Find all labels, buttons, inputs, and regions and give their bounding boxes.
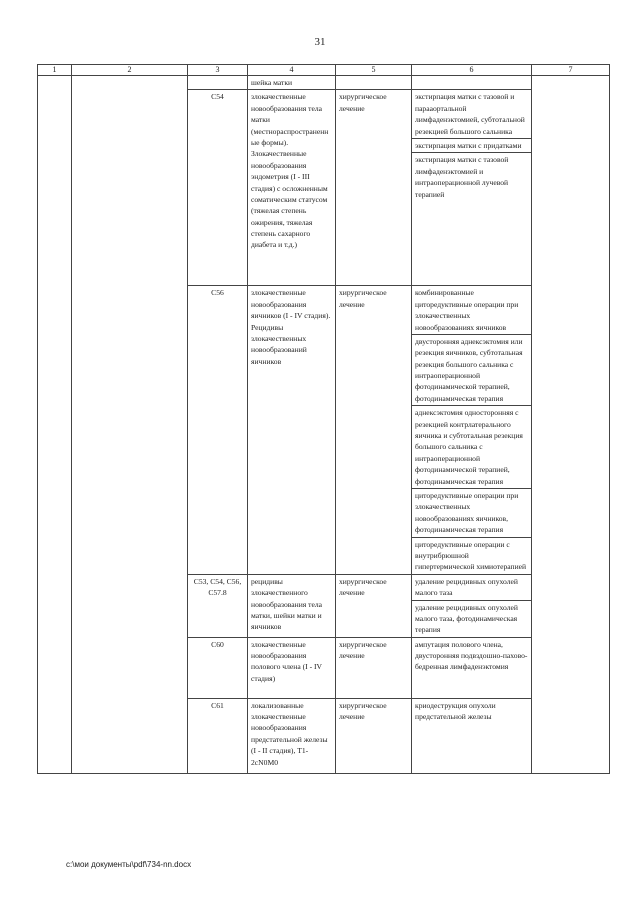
col2-cell bbox=[72, 76, 188, 774]
code-cell bbox=[188, 76, 248, 90]
treatment-cell: хирургическое лечение bbox=[336, 637, 412, 698]
col7-cell bbox=[532, 76, 610, 774]
code-cell: C54 bbox=[188, 90, 248, 286]
column-number-row bbox=[38, 65, 610, 76]
table-row bbox=[38, 76, 610, 90]
diagnosis-cell: локализованные злокачественные новообразования предстательной железы (I - II стадия), T1-2cN0M0 bbox=[248, 698, 336, 773]
diagnosis-cell: злокачественные новообразования тела матки (местнораспространенные формы). Злокачественные новообразования эндометрия (I - III стадия) с осложненным соматическим статусом (тяжелая степень ожирения, тяжелая степень сахарного диабета и т.д.) bbox=[248, 90, 336, 286]
method-cell bbox=[412, 76, 532, 90]
method-cell: циторедуктивные операции с внутрибрюшной гипертермической химиотерапией bbox=[412, 537, 532, 574]
treatment-cell: хирургическое лечение bbox=[336, 698, 412, 773]
col-header-5: 5 bbox=[336, 65, 412, 76]
method-cell: экстирпация матки с тазовой лимфаденэктомией и интраоперационной лучевой терапией bbox=[412, 153, 532, 286]
treatment-cell: хирургическое лечение bbox=[336, 90, 412, 286]
col-header-6: 6 bbox=[412, 65, 532, 76]
diagnosis-fragment: шейка матки bbox=[248, 76, 336, 90]
treatment-cell: хирургическое лечение bbox=[336, 286, 412, 574]
diagnosis-cell: рецидивы злокачественного новообразования тела матки, шейки матки и яичников bbox=[248, 574, 336, 637]
code-cell: C60 bbox=[188, 637, 248, 698]
method-cell: ампутация полового члена, двусторонняя подвздошно-пахово-бедренная лимфаденэктомия bbox=[412, 637, 532, 698]
method-cell: криодеструкция опухоли предстательной железы bbox=[412, 698, 532, 773]
code-cell: C61 bbox=[188, 698, 248, 773]
method-cell: экстирпация матки с тазовой и парааортальной лимфаденэктомией, субтотальной резекцией большого сальника bbox=[412, 90, 532, 139]
col-header-4: 4 bbox=[248, 65, 336, 76]
file-path-footer: c:\мои документы\pdf\734-nn.docx bbox=[66, 860, 192, 869]
treatment-table bbox=[37, 64, 610, 774]
diagnosis-cell: злокачественные новообразования яичников (I - IV стадия). Рецидивы злокачественных новообразований яичников bbox=[248, 286, 336, 574]
treatment-cell: хирургическое лечение bbox=[336, 574, 412, 637]
page-number: 31 bbox=[314, 36, 326, 48]
method-cell: двусторонняя аднексэктомия или резекция яичников, субтотальная резекция большого сальника с интраоперационной фотодинамической терапией, фотодинамическая терапия bbox=[412, 334, 532, 405]
col-header-1: 1 bbox=[38, 65, 72, 76]
method-cell: аднексэктомия односторонняя с резекцией контрлатерального яичника и субтотальная резекция большого сальника с интраоперационной фотодинамической терапией, фотодинамическая терапия bbox=[412, 406, 532, 489]
code-cell: C53, C54, C56, C57.8 bbox=[188, 574, 248, 637]
method-cell: экстирпация матки с придатками bbox=[412, 138, 532, 152]
col-header-2: 2 bbox=[72, 65, 188, 76]
col1-cell bbox=[38, 76, 72, 774]
method-cell: удаление рецидивных опухолей малого таза bbox=[412, 574, 532, 600]
method-cell: циторедуктивные операции при злокачественных новообразованиях яичников, фотодинамическая терапия bbox=[412, 488, 532, 537]
code-cell: C56 bbox=[188, 286, 248, 574]
col-header-3: 3 bbox=[188, 65, 248, 76]
method-cell: комбинированные циторедуктивные операции при злокачественных новообразованиях яичников bbox=[412, 286, 532, 335]
treatment-cell bbox=[336, 76, 412, 90]
method-cell: удаление рецидивных опухолей малого таза, фотодинамическая терапия bbox=[412, 600, 532, 637]
diagnosis-cell: злокачественные новообразования полового члена (I - IV стадия) bbox=[248, 637, 336, 698]
col-header-7: 7 bbox=[532, 65, 610, 76]
